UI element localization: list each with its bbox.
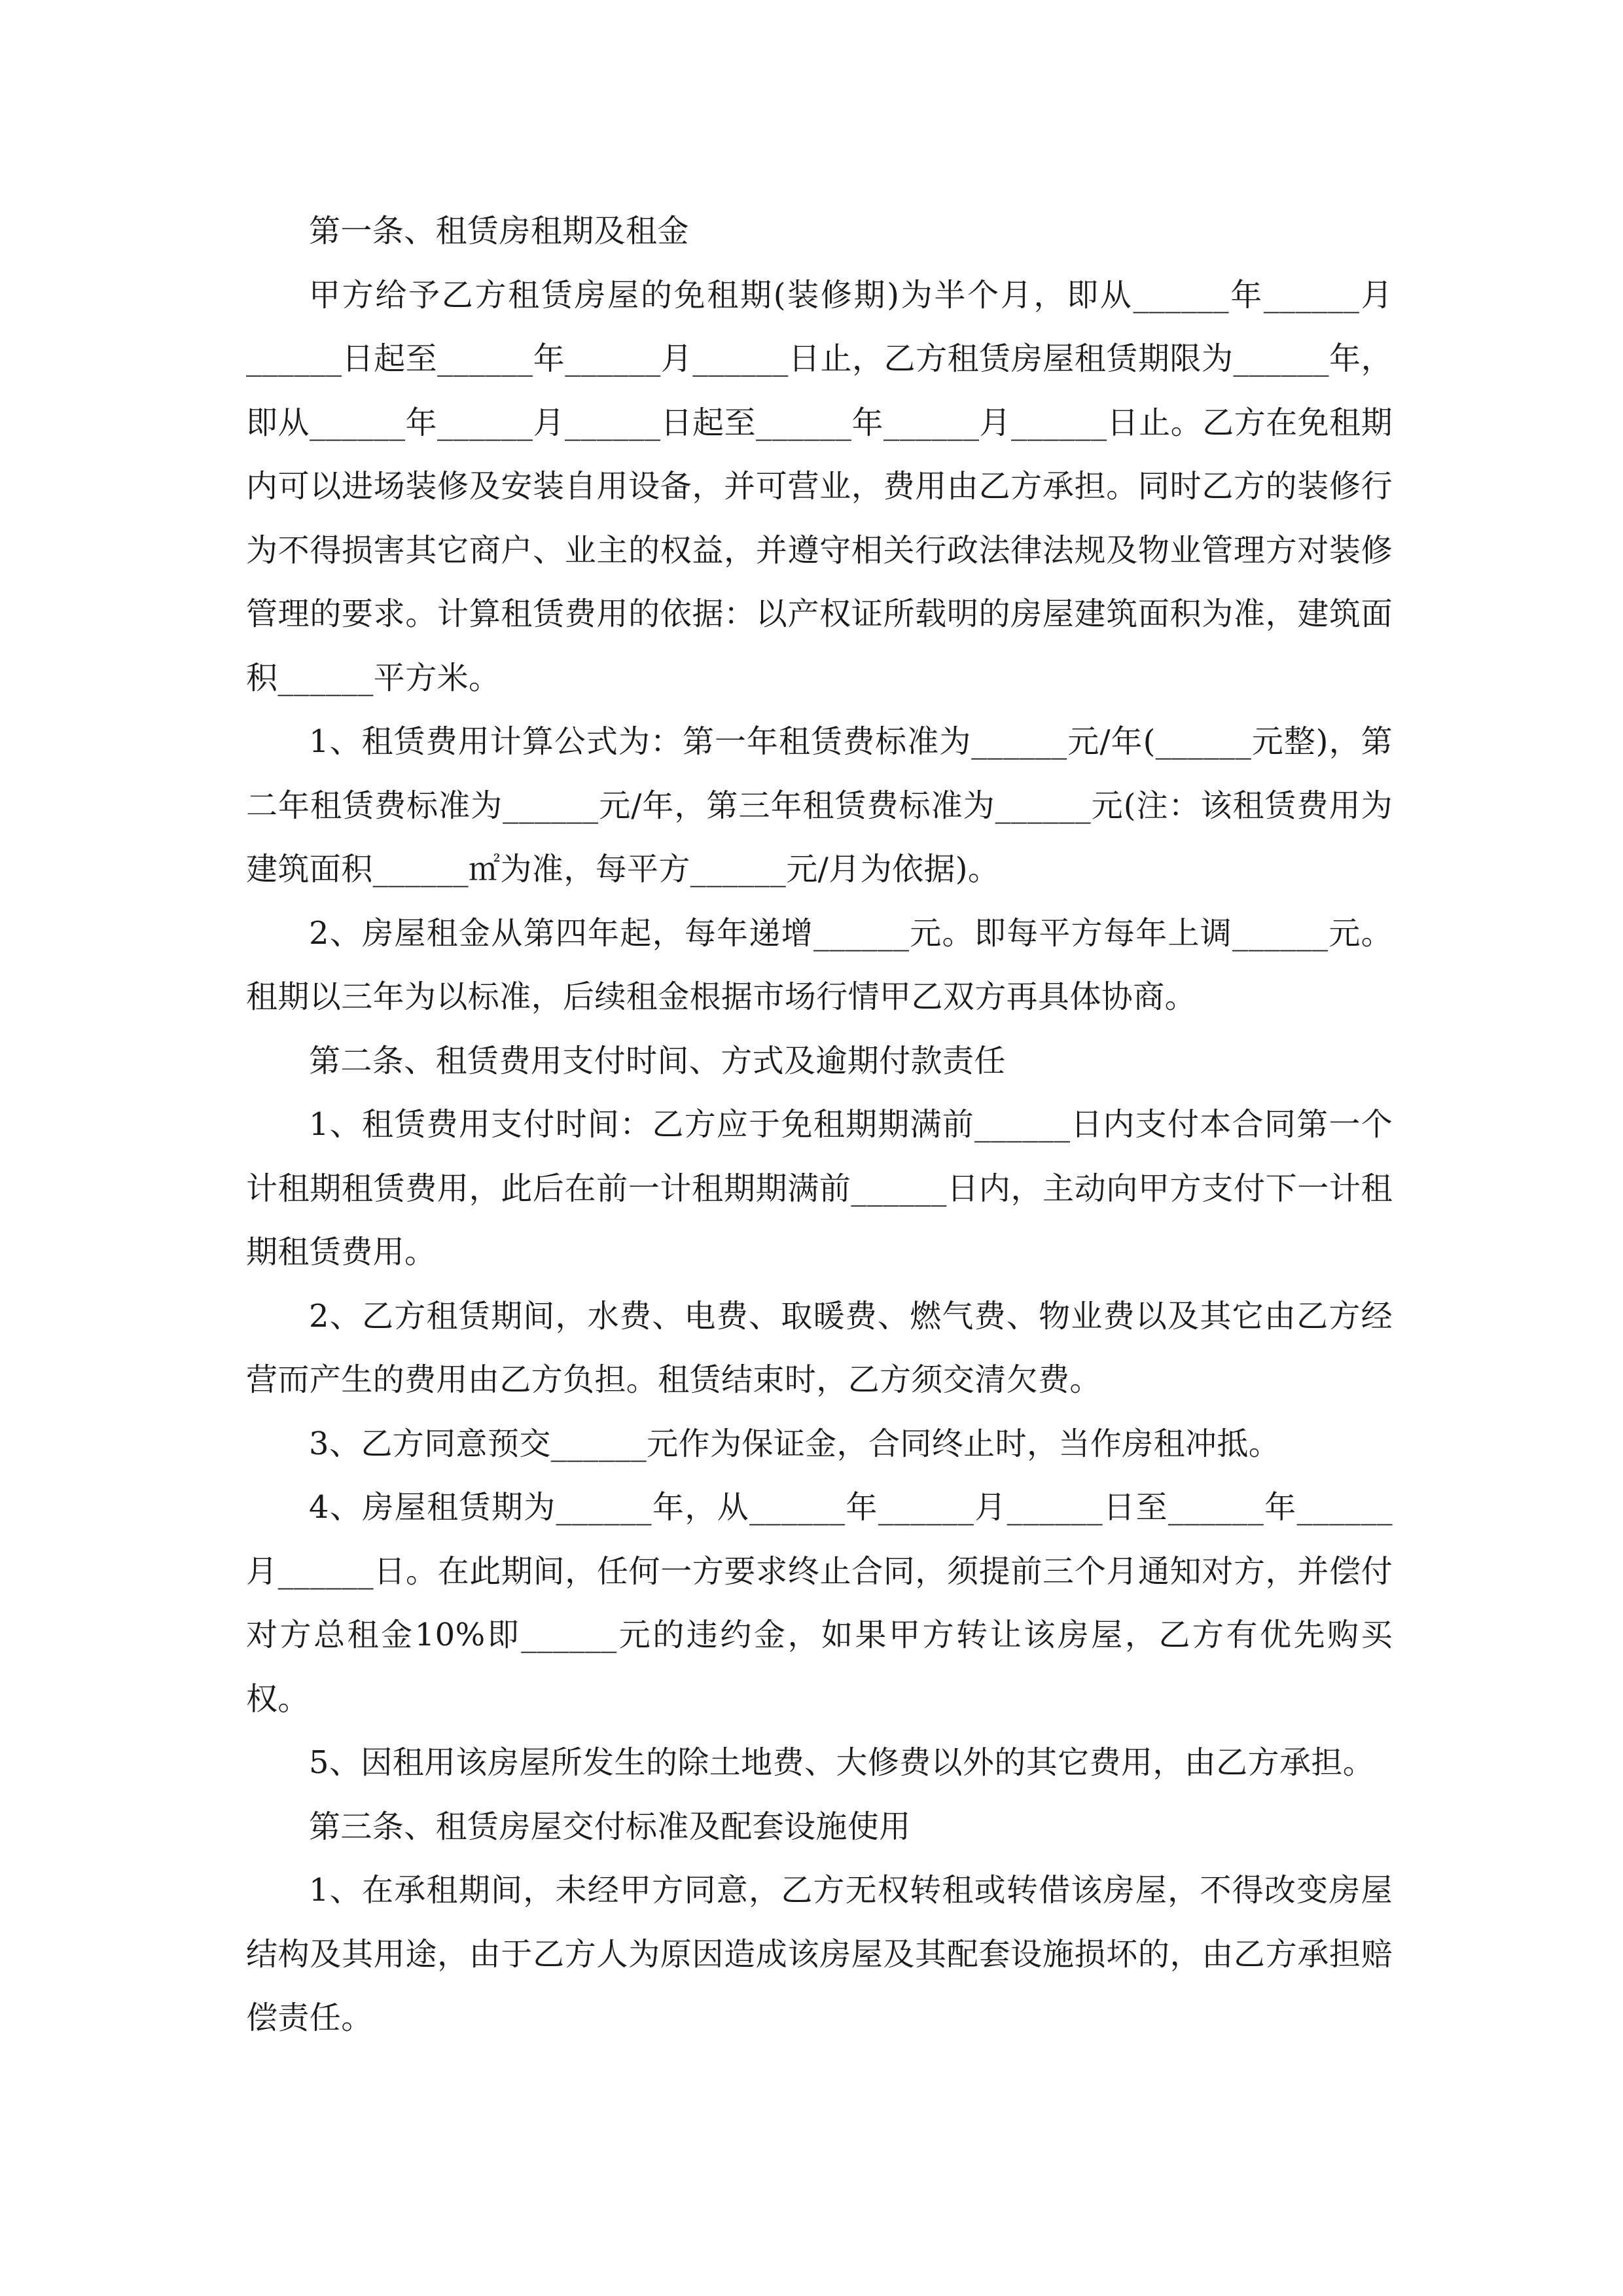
article-1-clause-2: 2、房屋租金从第四年起，每年递增______元。即每平方每年上调______元。租期以三年为以标准，后续租金根据市场行情甲乙双方再具体协商。 [246, 914, 1393, 1015]
article-1-rent-free-period: 甲方给予乙方租赁房屋的免租期(装修期)为半个月，即从______年______月______日起至______年______月______日止，乙方租赁房屋租赁期限为______年，即从______年______月______日起至______年______月______日止。乙方在免租期内可以进场装修及安装自用设备，并可营业，费用由乙方承担。同时乙方的装修行为不得损害其它商户、业主的权益，并遵守相关行政法律法规及物业管理方对装修管理的要求。计算租赁费用的依据：以产权证所载明的房屋建筑面积为准，建筑面积______平方米。 [246, 276, 1393, 696]
article-2-clause-3: 3、乙方同意预交______元作为保证金，合同终止时，当作房租冲抵。 [309, 1425, 1281, 1462]
article-3-heading: 第三条、租赁房屋交付标准及配套设施使用 [309, 1808, 911, 1845]
article-2-clause-1: 1、租赁费用支付时间：乙方应于免租期期满前______日内支付本合同第一个计租期租赁费用，此后在前一计租期期满前______日内，主动向甲方支付下一计租期租赁费用。 [246, 1106, 1393, 1270]
article-2-clause-5: 5、因租用该房屋所发生的除土地费、大修费以外的其它费用，由乙方承担。 [309, 1744, 1375, 1781]
contract-body [246, 200, 1393, 2051]
article-1-clause-1: 1、租赁费用计算公式为：第一年租赁费标准为______元/年(______元整)，第二年租赁费标准为______元/年，第三年租赁费标准为______元(注：该租赁费用为建筑面积______㎡为准，每平方______元/月为依据)。 [246, 723, 1393, 888]
article-2-heading: 第二条、租赁费用支付时间、方式及逾期付款责任 [309, 1042, 1006, 1079]
article-2-clause-4: 4、房屋租赁期为______年，从______年______月______日至______年______月______日。在此期间，任何一方要求终止合同，须提前三个月通知对方，并偿付对方总租金10%即______元的违约金，如果甲方转让该房屋，乙方有优先购买权。 [246, 1489, 1393, 1717]
article-1-heading: 第一条、租赁房租期及租金 [309, 213, 689, 249]
article-2-clause-2: 2、乙方租赁期间，水费、电费、取暖费、燃气费、物业费以及其它由乙方经营而产生的费用由乙方负担。租赁结束时，乙方须交清欠费。 [246, 1297, 1393, 1398]
article-3-clause-1: 1、在承租期间，未经甲方同意，乙方无权转租或转借该房屋，不得改变房屋结构及其用途，由于乙方人为原因造成该房屋及其配套设施损坏的，由乙方承担赔偿责任。 [246, 1872, 1393, 2036]
